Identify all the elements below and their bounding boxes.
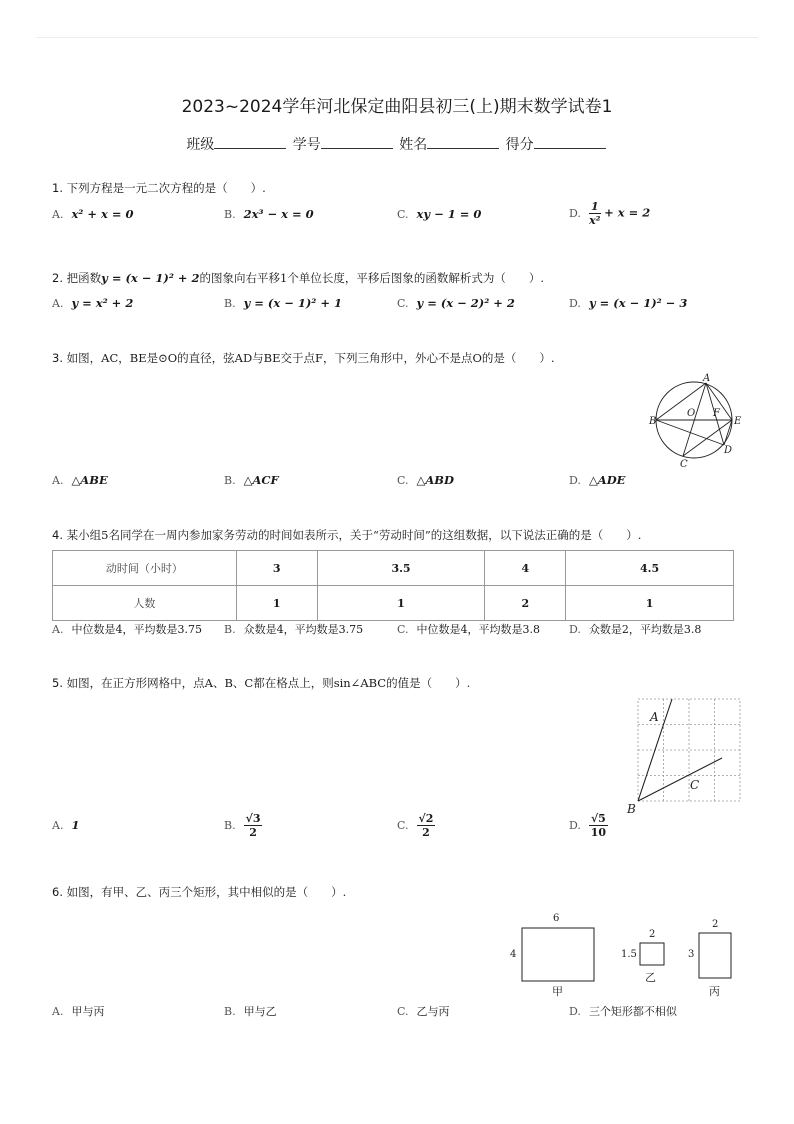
class-label: 班级 xyxy=(186,137,215,153)
labor-time-table xyxy=(52,550,734,621)
q6-option-a[interactable]: A. 甲与丙 xyxy=(52,1005,105,1018)
question-1-stem: 1. 下列方程是一元二次方程的是（ ）. xyxy=(52,181,266,195)
segment-de xyxy=(724,420,732,445)
q3-option-b[interactable]: B. △ACF xyxy=(224,473,279,487)
student-info-row xyxy=(0,134,794,154)
table-cell: 1 xyxy=(566,586,734,621)
score-blank[interactable] xyxy=(534,134,606,149)
table-cell: 3 xyxy=(236,551,317,586)
q4-option-a[interactable]: A. 中位数是4，平均数是3.75 xyxy=(52,623,202,636)
q3-option-c[interactable]: C. △ABD xyxy=(397,473,454,487)
jia-height-label: 4 xyxy=(510,949,517,960)
q6-option-d[interactable]: D. 三个矩形都不相似 xyxy=(569,1005,677,1018)
q6-option-b[interactable]: B. 甲与乙 xyxy=(224,1005,277,1018)
rectangles-figure xyxy=(500,906,750,1001)
name-label: 姓名 xyxy=(399,137,428,153)
page-title: 2023~2024学年河北保定曲阳县初三(上)期末数学试卷1 xyxy=(181,97,613,117)
q1-option-b[interactable]: B. 2x³ − x = 0 xyxy=(224,207,314,221)
fraction: $\frac{√3}{2}$ xyxy=(245,812,261,839)
fraction: $\frac{√2}{2}$ xyxy=(418,812,434,839)
name-blank[interactable] xyxy=(427,134,499,149)
page-top-rule xyxy=(36,37,758,38)
label-b: B xyxy=(627,802,636,816)
question-5-stem: 5. 如图，在正方形网格中，点A、B、C都在格点上，则sin∠ABC的值是（ ）. xyxy=(52,676,471,690)
jia-width-label: 6 xyxy=(553,913,560,924)
bing-width-label: 2 xyxy=(712,919,719,930)
q2-option-a[interactable]: A. y = x² + 2 xyxy=(52,296,134,310)
q6-option-c[interactable]: C. 乙与丙 xyxy=(397,1005,450,1018)
yi-name-label: 乙 xyxy=(645,971,656,984)
q5-option-b[interactable]: B. $\frac{√3}{2}$ xyxy=(224,812,261,839)
fraction: $\frac{√5}{10}$ xyxy=(590,812,607,839)
label-f: F xyxy=(713,408,720,419)
q5-option-a[interactable]: A. 1 xyxy=(52,818,80,832)
q3-option-a[interactable]: A. △ABE xyxy=(52,473,108,487)
jia-name-label: 甲 xyxy=(552,985,563,998)
label-o: O xyxy=(687,408,696,419)
segment-ab xyxy=(656,383,706,420)
q5-option-c[interactable]: C. $\frac{√2}{2}$ xyxy=(397,812,434,839)
question-3-stem: 3. 如图，AC，BE是⊙O的直径，弦AD与BE交于点F，下列三角形中，外心不是点O的是（ ）. xyxy=(52,351,555,365)
q1-option-c[interactable]: C. xy − 1 = 0 xyxy=(397,207,482,221)
table-cell: 人数 xyxy=(53,586,237,621)
fraction: $\frac{1}{\text{x²}}$ xyxy=(589,200,601,227)
yi-height-label: 1.5 xyxy=(621,949,637,960)
label-d: D xyxy=(724,445,733,456)
rect-yi xyxy=(640,943,664,965)
table-row xyxy=(53,551,734,586)
bing-name-label: 丙 xyxy=(709,985,720,998)
question-4-stem: 4. 某小组5名同学在一周内参加家务劳动的时间如表所示，关于“劳动时间”的这组数据，以下说法正确的是（ ）. xyxy=(52,528,642,542)
q2-option-b[interactable]: B. y = (x − 1)² + 1 xyxy=(224,296,342,310)
label-e: E xyxy=(734,416,742,427)
table-cell: 4.5 xyxy=(566,551,734,586)
q3-option-d[interactable]: D. △ADE xyxy=(569,473,626,487)
question-2-stem: 2. 把函数y = (x − 1)² + 2的图象向右平移1个单位长度，平移后图象的函数解析式为（ ）. xyxy=(52,271,544,285)
label-a: A xyxy=(703,373,711,384)
q4-option-b[interactable]: B. 众数是4，平均数是3.75 xyxy=(224,623,364,636)
label-b: B xyxy=(649,416,657,427)
table-cell: 4 xyxy=(485,551,566,586)
q5-option-d[interactable]: D. $\frac{√5}{10}$ xyxy=(569,812,607,839)
bing-height-label: 3 xyxy=(688,949,695,960)
student-id-label: 学号 xyxy=(292,137,321,153)
q1-option-d[interactable]: D. $\frac{1}{\text{x²}}$ + x = 2 xyxy=(569,200,651,227)
student-id-blank[interactable] xyxy=(321,134,393,149)
segment-bd xyxy=(656,420,724,445)
circle-figure xyxy=(646,370,746,470)
q4-option-c[interactable]: C. 中位数是4，平均数是3.8 xyxy=(397,623,541,636)
table-cell: 1 xyxy=(236,586,317,621)
grid-figure xyxy=(624,696,744,816)
question-6-stem: 6. 如图，有甲、乙、丙三个矩形，其中相似的是（ ）. xyxy=(52,885,347,899)
q2-option-c[interactable]: C. y = (x − 2)² + 2 xyxy=(397,296,515,310)
class-blank[interactable] xyxy=(214,134,286,149)
q1-option-a[interactable]: A. x² + x = 0 xyxy=(52,207,134,221)
table-cell: 1 xyxy=(317,586,485,621)
label-c: C xyxy=(680,459,688,470)
table-row xyxy=(53,586,734,621)
rect-jia xyxy=(522,928,594,981)
table-cell: 2 xyxy=(485,586,566,621)
score-label: 得分 xyxy=(505,137,534,153)
label-a: A xyxy=(650,710,659,724)
q2-option-d[interactable]: D. y = (x − 1)² − 3 xyxy=(569,296,688,310)
yi-width-label: 2 xyxy=(649,929,656,940)
table-cell: 3.5 xyxy=(317,551,485,586)
label-c: C xyxy=(690,778,700,792)
table-cell: 动时间（小时） xyxy=(53,551,237,586)
q4-option-d[interactable]: D. 众数是2，平均数是3.8 xyxy=(569,623,702,636)
rect-bing xyxy=(699,933,731,978)
diameter-ac xyxy=(683,383,706,456)
